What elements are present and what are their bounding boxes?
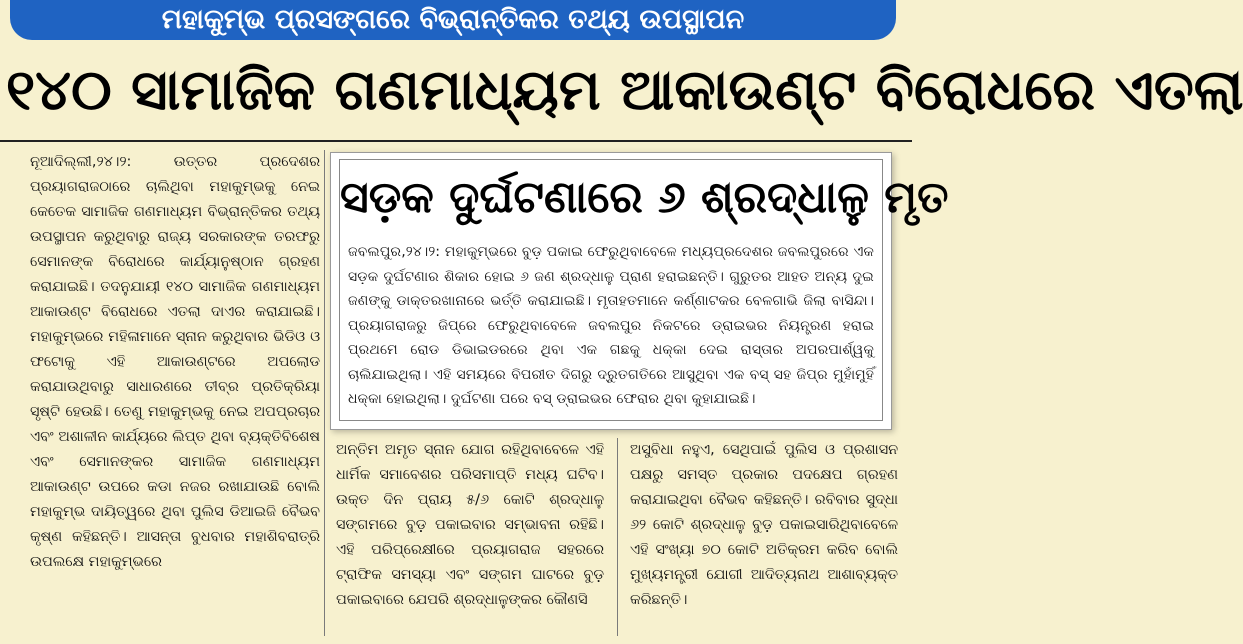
column-divider-1 bbox=[324, 150, 325, 636]
kicker-banner: ମହାକୁମ୍ଭ ପ୍ରସଙ୍ଗରେ ବିଭ୍ରାନ୍ତିକର ତଥ୍ୟ ଉପସ୍ଥାପନ bbox=[10, 0, 896, 40]
story-column-1: ନୂଆଦିଲ୍ଲୀ,୨୪।୨: ଉତ୍ତର ପ୍ରଦେଶର ପ୍ରୟାଗରାଜଠାରେ ଚାଲିଥିବା ମହାକୁମ୍ଭକୁ ନେଇ କେତେକ ସାମାଜିକ ଗଣମାଧ୍ୟମ ବିଭ୍ରାନ୍ତିକର ତଥ୍ୟ ଉପସ୍ଥାପନ କରୁଥିବାରୁ ରାଜ୍ୟ ସରକାରଙ୍କ ତରଫରୁ ସେମାନଙ୍କ ବିରୋଧରେ କାର୍ଯ୍ୟାନୁଷ୍ଠାନ ଗ୍ରହଣ କରାଯାଇଛି। ତଦନୁଯାୟୀ ୧୪୦ ସାମାଜିକ ଗଣମାଧ୍ୟମ ଆକାଉଣ୍ଟ ବିରୋଧରେ ଏତଲା ଦାଏର କରାଯାଇଛି। ମହାକୁମ୍ଭରେ ମହିଳାମାନେ ସ୍ନାନ କରୁଥିବାର ଭିଡିଓ ଓ ଫଟୋକୁ ଏହି ଆକାଉଣ୍ଟରେ ଅପଲୋଡ କରାଯାଉଥିବାରୁ ସାଧାରଣରେ ତୀବ୍ର ପ୍ରତିକ୍ରିୟା ସୃଷ୍ଟି ହେଉଛି। ତେଣୁ ମହାକୁମ୍ଭକୁ ନେଇ ଅପପ୍ରଚାର ଏବଂ ଅଶାଳୀନ କାର୍ଯ୍ୟରେ ଲିପ୍ତ ଥିବା ବ୍ୟକ୍ତିବିଶେଷ ଏବଂ ସେମାନଙ୍କର ସାମାଜିକ ଗଣମାଧ୍ୟମ ଆକାଉଣ୍ଟ ଉପରେ କଡା ନଜର ରଖାଯାଉଛି ବୋଲି ମହାକୁମ୍ଭ ଦାୟିତ୍ୱରେ ଥିବା ପୁଲିସ ଡିଆଇଜି ବୈଭବ କୃଷ୍ଣ କହିଛନ୍ତି। ଆସନ୍ତା ବୁଧବାର ମହାଶିବରାତ୍ରି ଉପଲକ୍ଷେ ମହାକୁମ୍ଭରେ bbox=[30, 154, 320, 570]
boxed-story-body: ଜବଲପୁର,୨୪।୨: ମହାକୁମ୍ଭରେ ବୁଡ଼ ପକାଇ ଫେରୁଥିବାବେଳେ ମଧ୍ୟପ୍ରଦେଶର ଜବଲପୁରରେ ଏକ ସଡ଼କ ଦୁର୍ଘଟଣାର ଶିକାର ହୋଇ ୬ ଜଣ ଶ୍ରଦ୍ଧାଳୁ ପ୍ରାଣ ହରାଇଛନ୍ତି। ଗୁରୁତର ଆହତ ଅନ୍ୟ ଦୁଇ ଜଣଙ୍କୁ ଡାକ୍ତରଖାନାରେ ଭର୍ତ୍ତି କରାଯାଇଛି। ମୃତାହତମାନେ କର୍ଣ୍ଣାଟକର ବେଳଗାଭି ଜିଲା ବାସିନ୍ଦା। ପ୍ରୟାଗରାଜରୁ ଜିପ୍‌ରେ ଫେରୁଥିବାବେଳେ ଜବଲପୁର ନିକଟରେ ଡ୍ରାଇଭର ନିୟନ୍ତ୍ରଣ ହରାଇ ପ୍ରଥମେ ରୋଡ ଡିଭାଇଡରରେ ଥିବା ଏକ ଗଛକୁ ଧକ୍କା ଦେଇ ରାସ୍ତାର ଅପରପାର୍ଶ୍ୱକୁ ଚାଲିଯାଇଥିଲା। ଏହି ସମୟରେ ବିପରୀତ ଦିଗରୁ ଦ୍ରୁତଗତିରେ ଆସୁଥିବା ଏକ ବସ୍ ସହ ଜିପ୍‌ର ମୁହାଁମୁହିଁ ଧକ୍କା ହୋଇଥିଲା। ଦୁର୍ଘଟଣା ପରେ ବସ୍ ଡ୍ରାଇଭର ଫେରାର ଥିବା କୁହାଯାଇଛି। bbox=[348, 244, 874, 407]
main-headline: ୧୪୦ ସାମାଜିକ ଗଣମାଧ୍ୟମ ଆକାଉଣ୍ଟ ବିରୋଧରେ ଏତଲା bbox=[6, 58, 1243, 123]
boxed-story bbox=[330, 152, 949, 430]
headline-divider bbox=[0, 140, 912, 142]
boxed-story-title: ସଡ଼କ ଦୁର୍ଘଟଣାରେ ୬ ଶ୍ରଦ୍ଧାଳୁ ମୃତ bbox=[340, 172, 949, 223]
story-column-2: ଅନ୍ତିମ ଅମୃତ ସ୍ନାନ ଯୋଗ ରହିଥିବାବେଳେ ଏହି ଧାର୍ମିକ ସମାବେଶର ପରିସମାପ୍ତି ମଧ୍ୟ ଘଟିବ। ଉକ୍ତ ଦିନ ପ୍ରାୟ ୫/୬ କୋଟି ଶ୍ରଦ୍ଧାଳୁ ସଙ୍ଗମରେ ବୁଡ଼ ପକାଇବାର ସମ୍ଭାବନା ରହିଛି। ଏହି ପରିପ୍ରେକ୍ଷୀରେ ପ୍ରୟାଗରାଜ ସହରରେ ଟ୍ରାଫିକ ସମସ୍ୟା ଏବଂ ସଙ୍ଗମ ଘାଟରେ ବୁଡ଼ ପକାଇବାରେ ଯେପରି ଶ୍ରଦ୍ଧାଳୁଙ୍କର କୌଣସି bbox=[336, 442, 604, 608]
boxed-story-frame bbox=[339, 159, 949, 421]
story-column-3: ଅସୁବିଧା ନହୁଏ, ସେଥିପାଇଁ ପୁଲିସ ଓ ପ୍ରଶାସନ ପକ୍ଷରୁ ସମସ୍ତ ପ୍ରକାର ପଦକ୍ଷେପ ଗ୍ରହଣ କରାଯାଇଥିବା ବୈଭବ କହିଛନ୍ତି। ରବିବାର ସୁଦ୍ଧା ୬୨ କୋଟି ଶ୍ରଦ୍ଧାଳୁ ବୁଡ଼ ପକାଇସାରିଥିବାବେଳେ ଏହି ସଂଖ୍ୟା ୭୦ କୋଟି ଅତିକ୍ରମ କରିବ ବୋଲି ମୁଖ୍ୟମନ୍ତ୍ରୀ ଯୋଗୀ ଆଦିତ୍ୟନାଥ ଆଶାବ୍ୟକ୍ତ କରିଛନ୍ତି। bbox=[630, 442, 898, 608]
column-divider-2 bbox=[617, 438, 618, 636]
